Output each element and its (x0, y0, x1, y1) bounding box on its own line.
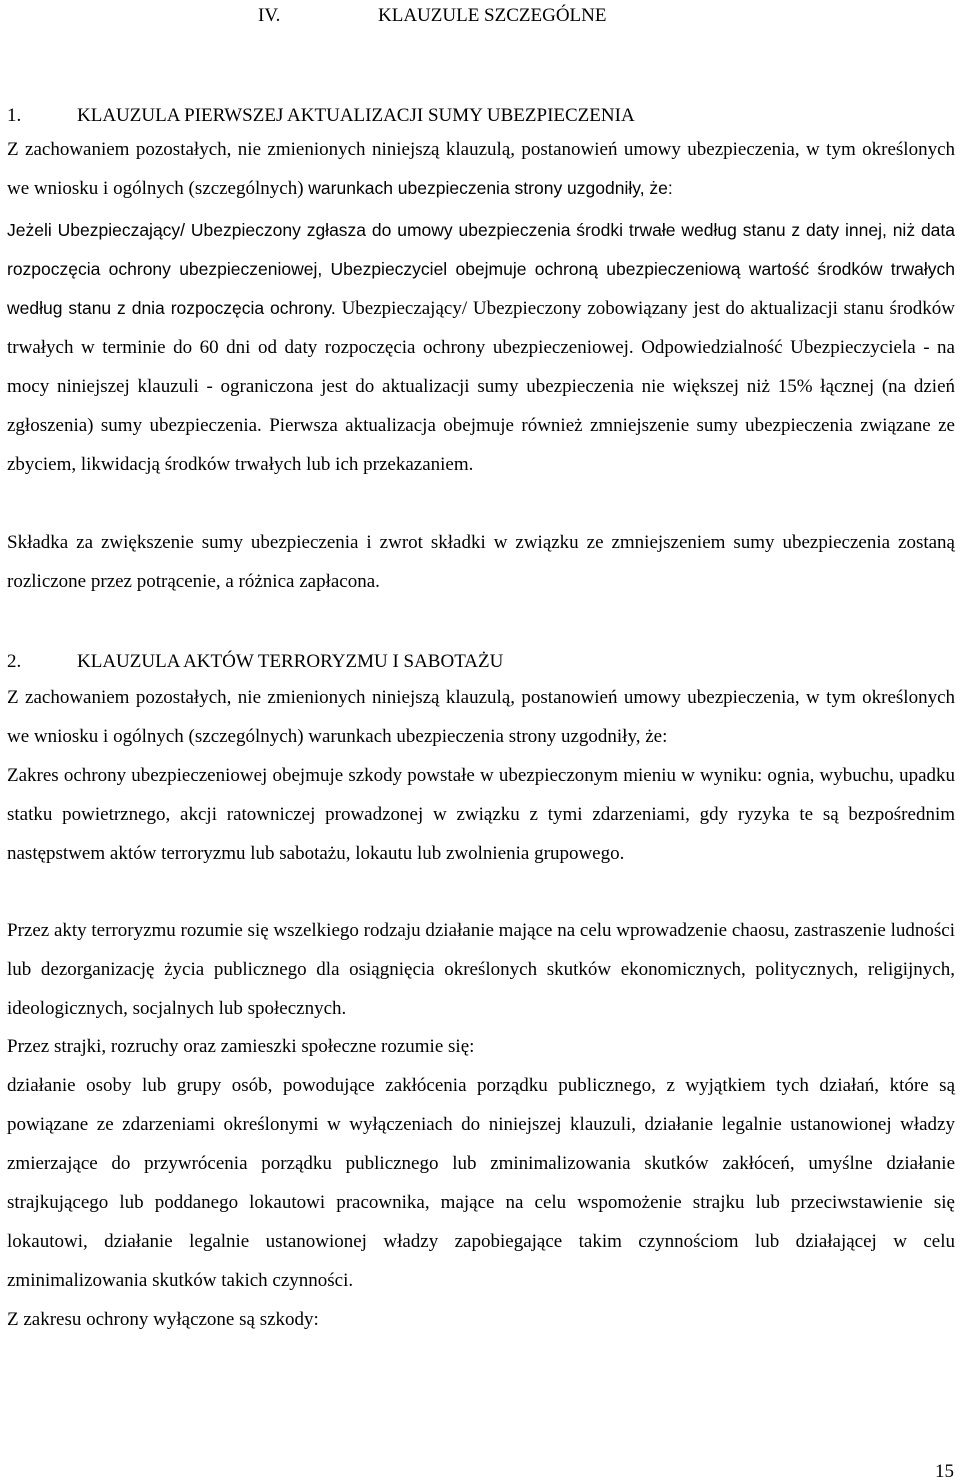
section-2-paragraph-5: Z zakresu ochrony wyłączone są szkody: (7, 1309, 319, 1330)
section-2-paragraph-4: działanie osoby lub grupy osób, powodujące zakłócenia porządku publicznego, z wyjątkiem tych działań, które są powiązane ze zdarzeniami określonymi w wyłączeniach do niniejszej klauzuli, działanie legalnie ustanowionej władzy zmierzające do przywrócenia porządku publicznego lub zminimalizowania skutków zakłóceń, umyślne działanie strajkującego lub poddanego lokautowi pracownika, mające na celu wspomożenie strajku lub przeciwstawienie się lokautowi, działanie legalnie ustanowionej władzy zapobiegające takim czynnościom lub działającej w celu zminimalizowania skutków takich czynności. (7, 1075, 955, 1291)
section-1-paragraph-1-serif: Ubezpieczający/ Ubezpieczony zobowiązany jest do aktualizacji stanu środków trwałych w terminie do 60 dni od daty rozpoczęcia ochrony ubezpieczeniowej. Odpowiedzialność Ubezpieczyciela - na mocy niniejszej klauzuli - ograniczona jest do aktualizacji sumy ubezpieczenia nie większej niż 15% łącznej (na dzień zgłoszenia) sumy ubezpieczenia. Pierwsza aktualizacja obejmuje również zmniejszenie sumy ubezpieczenia związane ze zbyciem, likwidacją środków trwałych lub ich przekazaniem. (7, 298, 955, 475)
page-number: 15 (935, 1461, 954, 1482)
section-2-title: KLAUZULA AKTÓW TERRORYZMU I SABOTAŻU (77, 651, 504, 672)
section-1-paragraph-2: Składka za zwiększenie sumy ubezpieczenia i zwrot składki w związku ze zmniejszeniem sumy ubezpieczenia zostaną rozliczone przez potrącenie, a różnica zapłacona. (7, 532, 955, 592)
section-2-paragraph-1: Zakres ochrony ubezpieczeniowej obejmuje szkody powstałe w ubezpieczonym mieniu w wyniku: ognia, wybuchu, upadku statku powietrznego, akcji ratowniczej prowadzonej w związku z tymi zdarzeniami, gdy ryzyka te są bezpośrednim następstwem aktów terroryzmu lub sabotażu, lokautu lub zwolnienia grupowego. (7, 765, 955, 864)
section-1-intro-sans: warunkach ubezpieczenia strony uzgodniły, że: (308, 178, 673, 198)
section-2-paragraph-2: Przez akty terroryzmu rozumie się wszelkiego rodzaju działanie mające na celu wprowadzenie chaosu, zastraszenie ludności lub dezorganizację życia publicznego dla osiągnięcia określonych skutków ekonomicznych, politycznych, religijnych, ideologicznych, socjalnych lub społecznych. (7, 920, 955, 1019)
section-2-intro: Z zachowaniem pozostałych, nie zmienionych niniejszą klauzulą, postanowień umowy ubezpieczenia, w tym określonych we wniosku i ogólnych (szczególnych) warunkach ubezpieczenia strony uzgodniły, że: (7, 687, 955, 747)
section-2-paragraph-3: Przez strajki, rozruchy oraz zamieszki społeczne rozumie się: (7, 1036, 475, 1057)
chapter-number: IV. (258, 5, 281, 26)
section-1-paragraph-1-sans: Jeżeli Ubezpieczający/ Ubezpieczony zgłasza do umowy ubezpieczenia środki trwałe według stanu z daty innej, niż data rozpoczęcia ochrony ubezpieczeniowej, Ubezpieczyciel obejmuje ochroną ubezpieczeniową wartość środków trwałych według stanu z dnia rozpoczęcia ochrony. (7, 220, 955, 318)
section-2-heading (7, 650, 503, 674)
section-1-heading (7, 104, 635, 128)
section-1-title: KLAUZULA PIERWSZEJ AKTUALIZACJI SUMY UBEZPIECZENIA (77, 105, 635, 126)
chapter-heading (258, 4, 607, 28)
chapter-title: KLAUZULE SZCZEGÓLNE (378, 5, 607, 26)
section-1-number: 1. (7, 105, 22, 126)
section-1-paragraph-1 (7, 211, 955, 484)
section-2-number: 2. (7, 651, 22, 672)
section-1-intro-serif: Z zachowaniem pozostałych, nie zmienionych niniejszą klauzulą, postanowień umowy ubezpieczenia, w tym określonych we wniosku i ogólnych (szczególnych) (7, 139, 955, 199)
section-1-intro (7, 130, 955, 208)
